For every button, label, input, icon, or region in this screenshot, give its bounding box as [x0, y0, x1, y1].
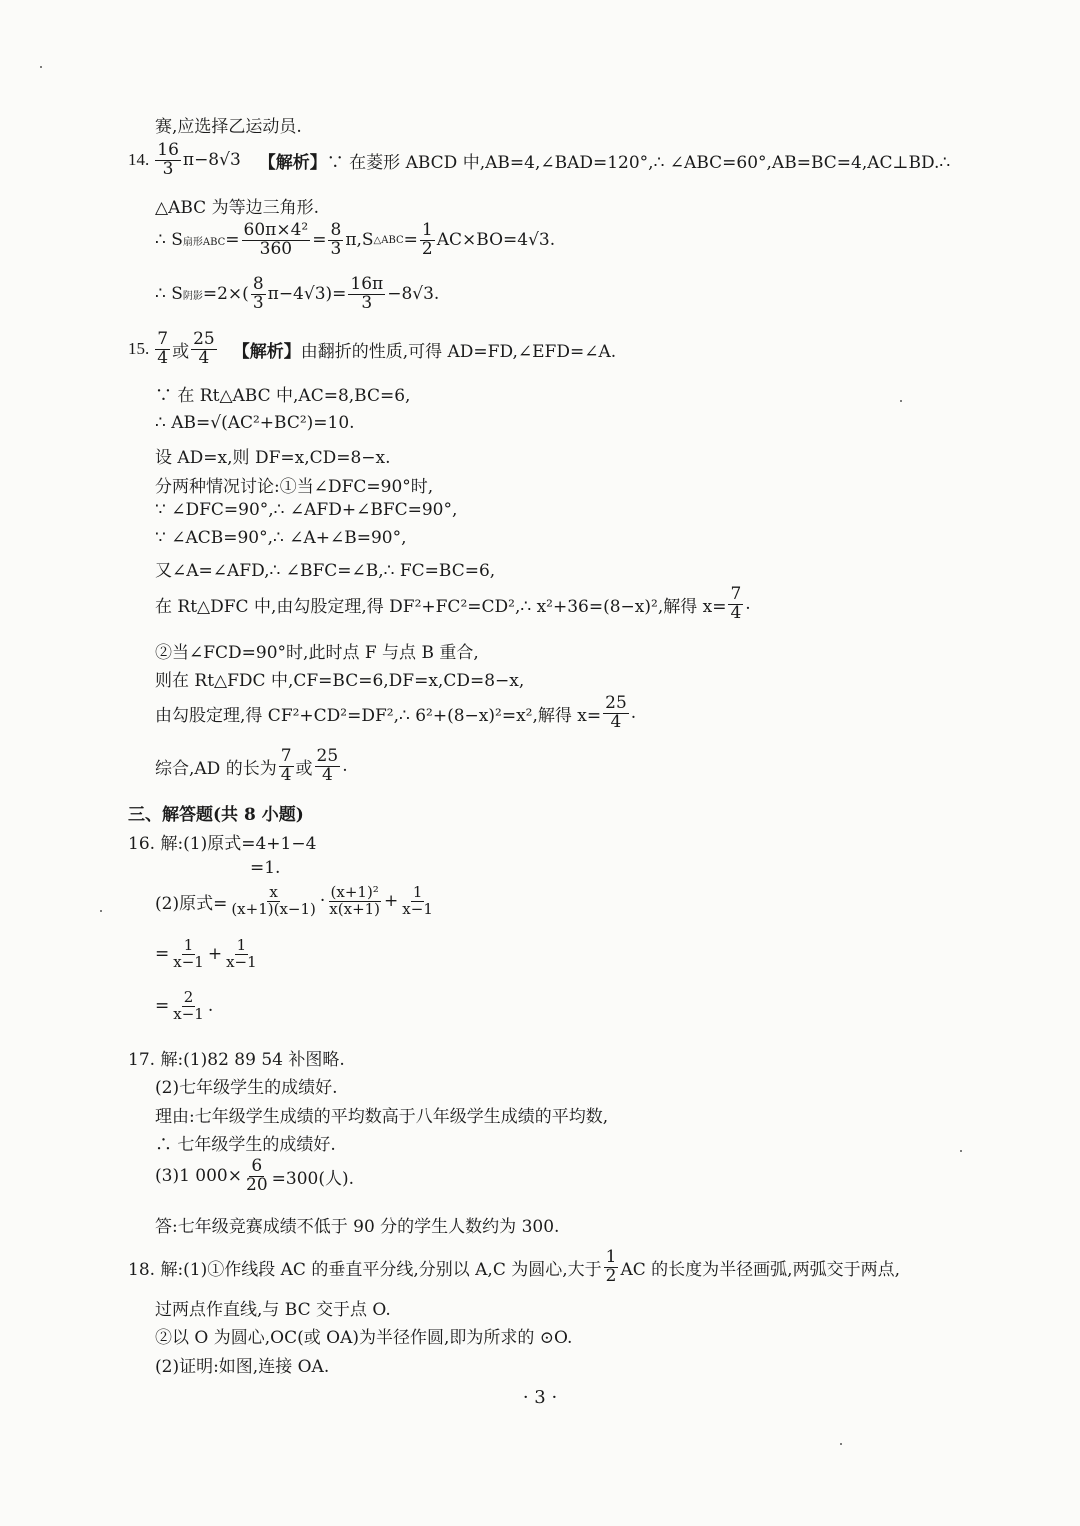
- text-line: [155, 1323, 572, 1348]
- text: ∵ 在 Rt△ABC 中,AC=8,BC=6,: [155, 386, 411, 406]
- text: AC 的长度为半径画弧,两弧交于两点,: [620, 1259, 900, 1280]
- text: +: [207, 944, 223, 965]
- text: ∴ S: [155, 284, 183, 305]
- text-line: [155, 556, 495, 581]
- text-line: [250, 858, 280, 878]
- text: 在 Rt△DFC 中,由勾股定理,得 DF²+FC²=CD²,∴ x²+36=(8−x)²,解得 x=: [155, 596, 727, 617]
- numerator: 1: [412, 883, 423, 901]
- denominator: 3: [162, 158, 174, 179]
- text: .: [207, 996, 214, 1017]
- text-line: [155, 638, 479, 663]
- text: 理由:七年级学生成绩的平均数高于八年级学生成绩的平均数,: [155, 1107, 609, 1127]
- text-line: [155, 381, 410, 406]
- text: 则在 Rt△FDC 中,CF=BC=6,DF=x,CD=8−x,: [155, 671, 525, 691]
- text: (2)七年级学生的成绩好.: [155, 1078, 338, 1098]
- scan-speck: [40, 66, 42, 68]
- numerator: 7: [157, 329, 169, 349]
- text-line: [155, 112, 302, 137]
- text: 综合,AD 的长为: [155, 758, 277, 779]
- denominator: 3: [252, 292, 264, 313]
- denominator: 4: [321, 764, 333, 785]
- question-15: [128, 331, 616, 368]
- formula-line: [155, 695, 636, 732]
- text: +: [384, 891, 399, 912]
- numerator: 6: [251, 1156, 263, 1176]
- text-line: [155, 1073, 337, 1098]
- fraction: [224, 938, 259, 971]
- denominator: x−1: [402, 899, 433, 918]
- section-heading: [128, 800, 304, 825]
- text: △ABC 为等边三角形.: [155, 198, 319, 218]
- numerator: 25: [316, 746, 339, 766]
- fraction: [242, 222, 311, 259]
- formula-line: [155, 885, 437, 918]
- fraction: [328, 222, 343, 259]
- numerator: 7: [280, 746, 292, 766]
- text: 17. 解:(1)82 89 54 补图略.: [128, 1050, 345, 1070]
- subscript: 扇形ABC: [182, 236, 226, 248]
- text: ·: [319, 891, 326, 912]
- fraction: [171, 990, 206, 1023]
- scan-speck: [840, 1443, 842, 1445]
- answer: π−8√3: [182, 150, 241, 171]
- text-line: [155, 443, 391, 468]
- fraction: [603, 695, 629, 732]
- numerator: 8: [252, 274, 264, 294]
- text: ∴ 七年级学生的成绩好.: [155, 1135, 336, 1155]
- fraction: [279, 748, 294, 785]
- text: =300(人).: [271, 1168, 355, 1189]
- formula-line: [155, 748, 348, 785]
- text-line: [155, 193, 319, 218]
- text-line: [155, 500, 457, 520]
- text-line: [155, 666, 524, 691]
- denominator: x−1: [173, 1004, 204, 1023]
- analysis-label: 【解析】: [258, 152, 327, 173]
- numerator: 1: [183, 936, 194, 954]
- denominator: 3: [361, 292, 373, 313]
- text: 由勾股定理,得 CF²+CD²=DF²,∴ 6²+(8−x)²=x²,解得 x=: [155, 705, 602, 726]
- fraction: [171, 938, 206, 971]
- fraction: [604, 1249, 619, 1286]
- numerator: 8: [330, 220, 342, 240]
- numerator: 25: [193, 329, 215, 349]
- numerator: 60π×4²: [243, 220, 309, 240]
- text: 设 AD=x,则 DF=x,CD=8−x.: [155, 448, 391, 468]
- numerator: 2: [183, 988, 194, 1006]
- numerator: (x+1)²: [330, 883, 379, 901]
- question-14: [128, 142, 950, 179]
- denominator: x(x+1): [329, 899, 381, 918]
- text: 又∠A=∠AFD,∴ ∠BFC=∠B,∴ FC=BC=6,: [155, 561, 496, 581]
- formula-line: [155, 586, 751, 623]
- formula-line: [155, 990, 213, 1023]
- fraction: [327, 885, 382, 918]
- denominator: 4: [280, 764, 292, 785]
- text: AC×BO=4√3.: [436, 230, 556, 251]
- text: =: [155, 996, 170, 1017]
- denominator: x−1: [226, 952, 257, 971]
- text: 或: [172, 341, 190, 362]
- denominator: 20: [246, 1174, 268, 1195]
- formula-line: [128, 1249, 900, 1286]
- text: 由翻折的性质,可得 AD=FD,∠EFD=∠A.: [300, 341, 617, 362]
- fraction: [191, 331, 217, 368]
- text-line: [155, 472, 433, 497]
- text: 赛,应选择乙运动员.: [155, 117, 302, 137]
- fraction: [728, 586, 743, 623]
- text-line: [155, 1102, 608, 1127]
- text: ②当∠FCD=90°时,此时点 F 与点 B 重合,: [155, 643, 479, 663]
- text: 16. 解:(1)原式=4+1−4: [128, 834, 317, 854]
- text: 18. 解:(1)①作线段 AC 的垂直平分线,分别以 A,C 为圆心,大于: [128, 1259, 602, 1280]
- text: −8√3.: [387, 284, 440, 305]
- numerator: 1: [421, 220, 433, 240]
- text: =1.: [250, 858, 281, 878]
- denominator: (x+1)(x−1): [231, 899, 316, 918]
- denominator: x−1: [173, 952, 204, 971]
- denominator: 2: [605, 1265, 617, 1286]
- text: (2)原式=: [155, 893, 228, 914]
- numerator: 1: [236, 936, 247, 954]
- subscript: △ABC: [373, 234, 404, 246]
- question-number: 14.: [128, 150, 150, 170]
- denominator: 4: [198, 347, 210, 368]
- numerator: 25: [605, 693, 627, 713]
- text: π,S: [345, 230, 374, 251]
- analysis-label: 【解析】: [232, 341, 301, 362]
- text: 或: [295, 758, 313, 779]
- denominator: 4: [157, 347, 169, 368]
- scan-speck: [900, 400, 902, 402]
- text-line: [155, 1212, 559, 1237]
- fraction: [155, 331, 170, 368]
- text: ∵ 在菱形 ABCD 中,AB=4,∠BAD=120°,∴ ∠ABC=60°,AB=BC=4,AC⊥BD.∴: [326, 152, 951, 173]
- numerator: x: [269, 883, 278, 901]
- denominator: 3: [330, 238, 342, 259]
- text-line: [128, 1045, 345, 1070]
- text-line: [155, 1352, 329, 1377]
- fraction: [251, 276, 266, 313]
- scan-speck: [960, 1150, 962, 1152]
- text: .: [745, 594, 751, 615]
- text-line: [155, 1295, 391, 1320]
- fraction: [315, 748, 341, 785]
- numerator: 1: [605, 1247, 617, 1267]
- text: ∵ ∠DFC=90°,∴ ∠AFD+∠BFC=90°,: [155, 500, 458, 520]
- scan-speck: [100, 910, 102, 912]
- text: =: [155, 944, 170, 965]
- text-line: [155, 528, 407, 548]
- text: =2×(: [202, 284, 249, 305]
- text: ∴ S: [155, 230, 183, 251]
- text: 答:七年级竞赛成绩不低于 90 分的学生人数约为 300.: [155, 1217, 560, 1237]
- text: (3)1 000×: [155, 1166, 242, 1187]
- text: ∵ ∠ACB=90°,∴ ∠A+∠B=90°,: [155, 528, 407, 548]
- formula-line: [155, 276, 439, 313]
- numerator: 16π: [350, 274, 384, 294]
- text-line: [128, 829, 316, 854]
- question-number: 15.: [128, 339, 150, 359]
- text: .: [342, 756, 348, 777]
- text: ②以 O 为圆心,OC(或 OA)为半径作圆,即为所求的 ⊙O.: [155, 1328, 573, 1348]
- text: π−4√3)=: [267, 284, 347, 305]
- fraction: [400, 885, 435, 918]
- fraction: [348, 276, 385, 313]
- text: (2)证明:如图,连接 OA.: [155, 1357, 330, 1377]
- denominator: 4: [730, 602, 742, 623]
- text-line: [155, 1130, 336, 1155]
- denominator: 2: [421, 238, 433, 259]
- text: .: [630, 703, 637, 724]
- numerator: 16: [157, 140, 179, 160]
- fraction: [229, 885, 318, 918]
- formula-line: [155, 1158, 354, 1195]
- formula-line: ∴ S 扇形ABC = $\frac{\text{60π×4²}}{360}$ = $\frac{8}{3}$ π,S △ABC = $\frac{1}{2}$ AC×BO=4√3.: [155, 220, 556, 259]
- fraction: [420, 222, 435, 259]
- fraction: [155, 142, 181, 179]
- fraction: [244, 1158, 270, 1195]
- text-line: [155, 413, 355, 433]
- subscript: 阴影: [182, 290, 203, 302]
- text: 三、解答题(共 8 小题): [128, 805, 304, 825]
- numerator: 7: [730, 584, 742, 604]
- page-number: · 3 ·: [522, 1387, 558, 1408]
- text: 过两点作直线,与 BC 交于点 O.: [155, 1300, 391, 1320]
- formula-line: [155, 938, 261, 971]
- text: 分两种情况讨论:①当∠DFC=90°时,: [155, 477, 434, 497]
- text: ∴ AB=√(AC²+BC²)=10.: [155, 413, 355, 433]
- denominator: 360: [259, 238, 293, 259]
- denominator: 4: [610, 711, 622, 732]
